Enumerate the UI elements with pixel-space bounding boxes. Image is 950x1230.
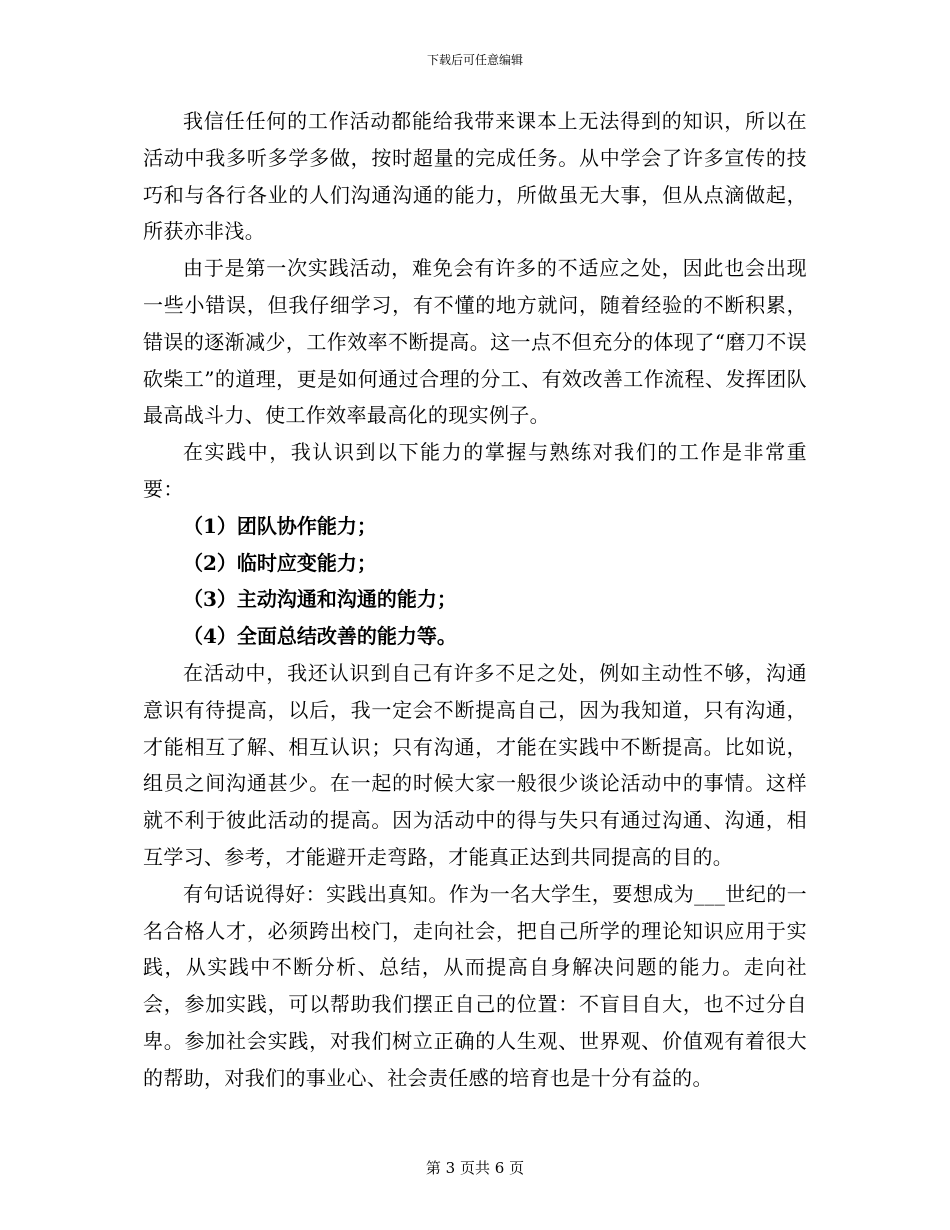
paragraph-4: 在活动中，我还认识到自己有许多不足之处，例如主动性不够，沟通意识有待提高，以后，我一定会不断提高自己，因为我知道，只有沟通，才能相互了解、相互认识；只有沟通，才能在实践中不断提高。比如说，组员之间沟通甚少。在一起的时候大家一般很少谈论活动中的事情。这样就不利于彼此活动的提高。因为活动中的得与失只有通过沟通、沟通，相互学习、参考，才能避开走弯路，才能真正达到共同提高的目的。 [143, 660, 807, 869]
list-item-1: （1）团队协作能力； [183, 513, 377, 538]
list-item-3: （3）主动沟通和沟通的能力； [183, 587, 457, 612]
list-item-2: （2）临时应变能力； [183, 550, 377, 575]
paragraph-2: 由于是第一次实践活动，难免会有许多的不适应之处，因此也会出现一些小错误，但我仔细学习，有不懂的地方就问，随着经验的不断积累，错误的逐渐减少，工作效率不断提高。这一点不但充分的体现了“磨刀不误砍柴工”的道理，更是如何通过合理的分工、有效改善工作流程、发挥团队最高战斗力、使工作效率最高化的现实例子。 [143, 256, 807, 428]
page-number: 第 3 页共 6 页 [425, 1159, 525, 1177]
page-header: 下载后可任意编辑 [426, 53, 523, 67]
paragraph-3: 在实践中，我认识到以下能力的掌握与熟练对我们的工作是非常重要： [143, 440, 807, 501]
paragraph-5: 有句话说得好：实践出真知。作为一名大学生，要想成为___世纪的一名合格人才，必须跨出校门，走向社会，把自己所学的理论知识应用于实践，从实践中不断分析、总结，从而提高自身解决问题的能力。走向社会，参加实践，可以帮助我们摆正自己的位置：不盲目自大，也不过分自卑。参加社会实践，对我们树立正确的人生观、世界观、价值观有着很大的帮助，对我们的事业心、社会责任感的培育也是十分有益的。 [143, 881, 807, 1090]
list-item-4: （4）全面总结改善的能力等。 [183, 624, 457, 649]
document-body [143, 103, 807, 1097]
paragraph-1: 我信任任何的工作活动都能给我带来课本上无法得到的知识，所以在活动中我多听多学多做，按时超量的完成任务。从中学会了许多宣传的技巧和与各行各业的人们沟通沟通的能力，所做虽无大事，但从点滴做起，所获亦非浅。 [143, 109, 807, 244]
